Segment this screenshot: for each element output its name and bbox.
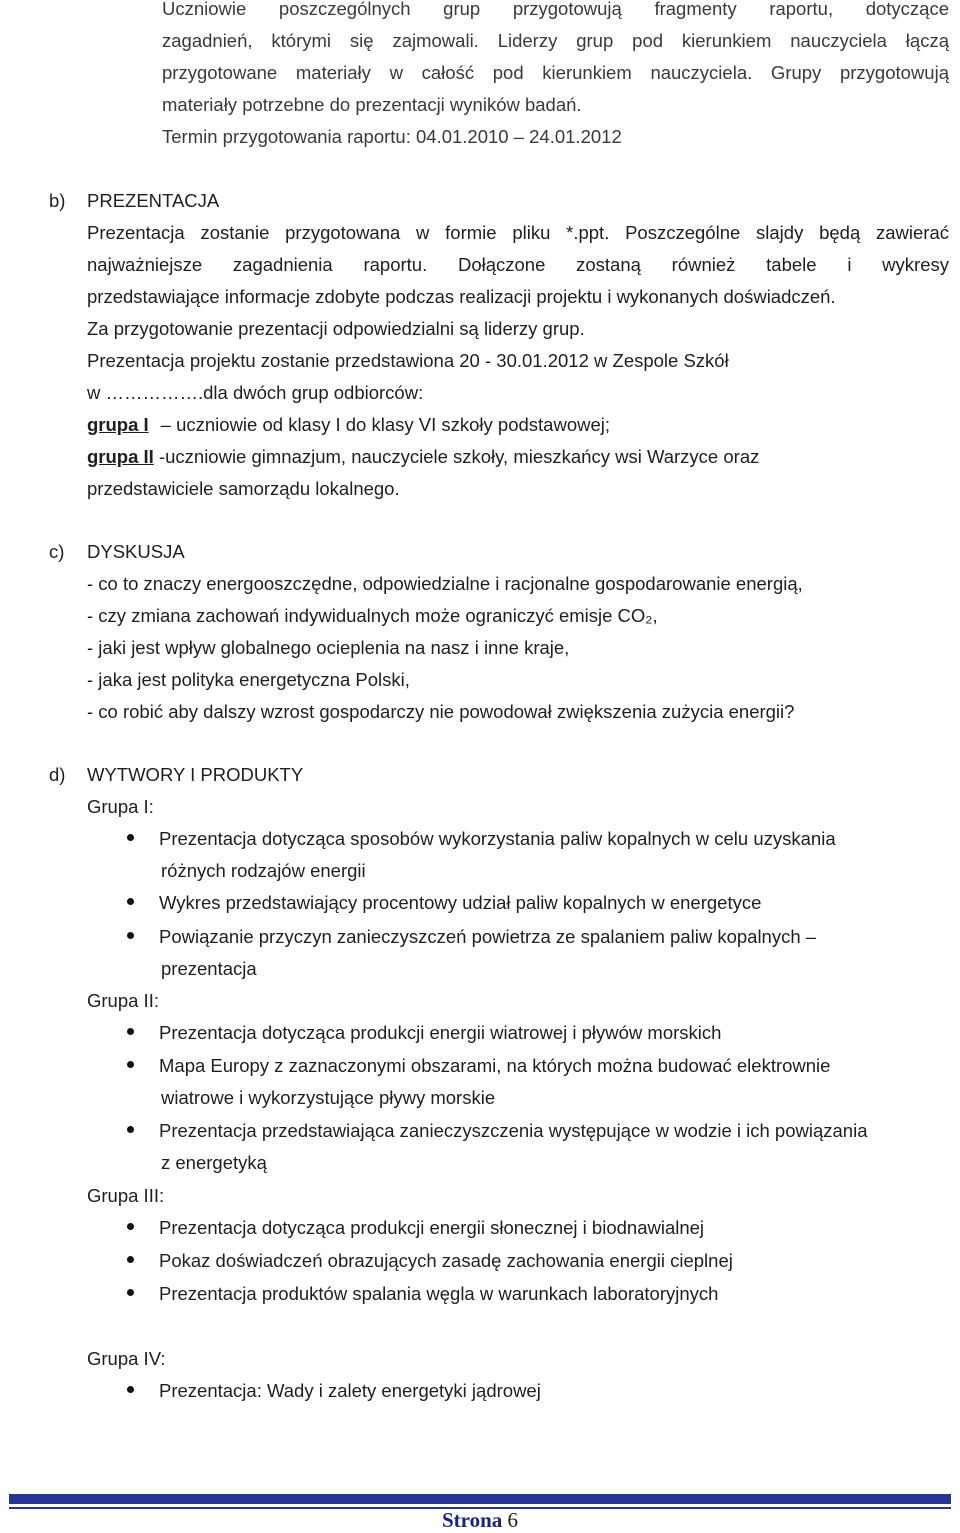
intro-line: materiały potrzebne do prezentacji wyników badań. bbox=[162, 94, 582, 115]
bullet-icon bbox=[127, 1126, 134, 1133]
intro-line: przygotowane materiały w całość pod kierunkiem nauczyciela. Grupy przygotowują bbox=[162, 62, 949, 83]
list-item: Prezentacja dotycząca sposobów wykorzystania paliw kopalnych w celu uzyskania bbox=[159, 828, 836, 849]
section-d-marker: d) bbox=[49, 764, 66, 785]
list-item: Pokaz doświadczeń obrazujących zasadę zachowania energii cieplnej bbox=[159, 1250, 733, 1271]
footer-rule bbox=[9, 1494, 951, 1504]
bullet-icon bbox=[127, 834, 134, 841]
intro-line: zagadnień, którymi się zajmowali. Liderzy grup pod kierunkiem nauczyciela łączą bbox=[162, 30, 949, 51]
intro-deadline: Termin przygotowania raportu: 04.01.2010 – 24.01.2012 bbox=[162, 126, 622, 147]
group-heading: Grupa I: bbox=[87, 796, 154, 817]
bullet-icon bbox=[127, 1061, 134, 1068]
section-b-heading: PREZENTACJA bbox=[87, 190, 220, 211]
bullet-icon bbox=[127, 1289, 134, 1296]
list-item-cont: prezentacja bbox=[161, 958, 257, 979]
audience-group-2-text-cont: przedstawiciele samorządu lokalnego. bbox=[87, 478, 400, 499]
bullet-icon bbox=[127, 898, 134, 905]
list-item: Mapa Europy z zaznaczonymi obszarami, na których można budować elektrownie bbox=[159, 1055, 831, 1076]
list-item: Wykres przedstawiający procentowy udział paliw kopalnych w energetyce bbox=[159, 892, 762, 913]
discussion-question: - czy zmiana zachowań indywidualnych może ograniczyć emisje CO₂, bbox=[87, 605, 658, 626]
discussion-question: - jaki jest wpływ globalnego ocieplenia na nasz i inne kraje, bbox=[87, 637, 570, 658]
list-item-cont: z energetyką bbox=[161, 1152, 267, 1173]
intro-line: Uczniowie poszczególnych grup przygotowują fragmenty raportu, dotyczące bbox=[162, 0, 949, 19]
section-c-marker: c) bbox=[49, 541, 65, 562]
audience-group-1-text: – uczniowie od klasy I do klasy VI szkoły podstawowej; bbox=[160, 414, 611, 435]
list-item-cont: wiatrowe i wykorzystujące pływy morskie bbox=[161, 1087, 496, 1108]
bullet-icon bbox=[127, 1256, 134, 1263]
list-item: Prezentacja produktów spalania węgla w warunkach laboratoryjnych bbox=[159, 1283, 719, 1304]
page-label: Strona bbox=[441, 1508, 503, 1532]
list-item: Powiązanie przyczyn zanieczyszczeń powietrza ze spalaniem paliw kopalnych – bbox=[159, 926, 817, 947]
section-c-heading: DYSKUSJA bbox=[87, 541, 185, 562]
audience-group-1-label: grupa I bbox=[87, 414, 149, 435]
list-item: Prezentacja dotycząca produkcji energii wiatrowej i pływów morskich bbox=[159, 1022, 722, 1043]
discussion-question: - co robić aby dalszy wzrost gospodarczy nie powodował zwiększenia zużycia energii? bbox=[87, 701, 795, 722]
section-b-paragraph: przedstawiające informacje zdobyte podczas realizacji projektu i wykonanych doświadczeń. bbox=[87, 286, 836, 307]
bullet-icon bbox=[127, 1223, 134, 1230]
list-item: Prezentacja: Wady i zalety energetyki jądrowej bbox=[159, 1380, 541, 1401]
section-b-paragraph: Prezentacja zostanie przygotowana w formie pliku *.ppt. Poszczególne slajdy będą zawierać bbox=[87, 222, 949, 243]
list-item-cont: różnych rodzajów energii bbox=[161, 860, 366, 881]
group-heading: Grupa III: bbox=[87, 1185, 165, 1206]
section-b-paragraph: w …………….dla dwóch grup odbiorców: bbox=[87, 382, 424, 403]
section-b-paragraph: najważniejsze zagadnienia raportu. Dołączone zostaną również tabele i wykresy bbox=[87, 254, 949, 275]
audience-group-1 bbox=[87, 413, 610, 437]
page-number bbox=[0, 1507, 960, 1533]
group-heading: Grupa II: bbox=[87, 990, 159, 1011]
discussion-question: - jaka jest polityka energetyczna Polski, bbox=[87, 669, 410, 690]
section-b-paragraph: Za przygotowanie prezentacji odpowiedzialni są liderzy grup. bbox=[87, 318, 585, 339]
bullet-icon bbox=[127, 932, 134, 939]
group-heading: Grupa IV: bbox=[87, 1348, 166, 1369]
section-b-marker: b) bbox=[49, 190, 66, 211]
bullet-icon bbox=[127, 1386, 134, 1393]
page-number-value: 6 bbox=[507, 1508, 519, 1532]
audience-group-2-text: -uczniowie gimnazjum, nauczyciele szkoły, mieszkańcy wsi Warzyce oraz bbox=[153, 446, 760, 467]
list-item: Prezentacja dotycząca produkcji energii słonecznej i biodnawialnej bbox=[159, 1217, 705, 1238]
audience-group-2 bbox=[87, 445, 759, 469]
list-item: Prezentacja przedstawiająca zanieczyszczenia występujące w wodzie i ich powiązania bbox=[159, 1120, 868, 1141]
section-b-paragraph: Prezentacja projektu zostanie przedstawiona 20 - 30.01.2012 w Zespole Szkół bbox=[87, 350, 729, 371]
bullet-icon bbox=[127, 1028, 134, 1035]
section-d-heading: WYTWORY I PRODUKTY bbox=[87, 764, 304, 785]
audience-group-2-label: grupa II bbox=[87, 446, 154, 467]
discussion-question: - co to znaczy energooszczędne, odpowiedzialne i racjonalne gospodarowanie energią, bbox=[87, 573, 803, 594]
